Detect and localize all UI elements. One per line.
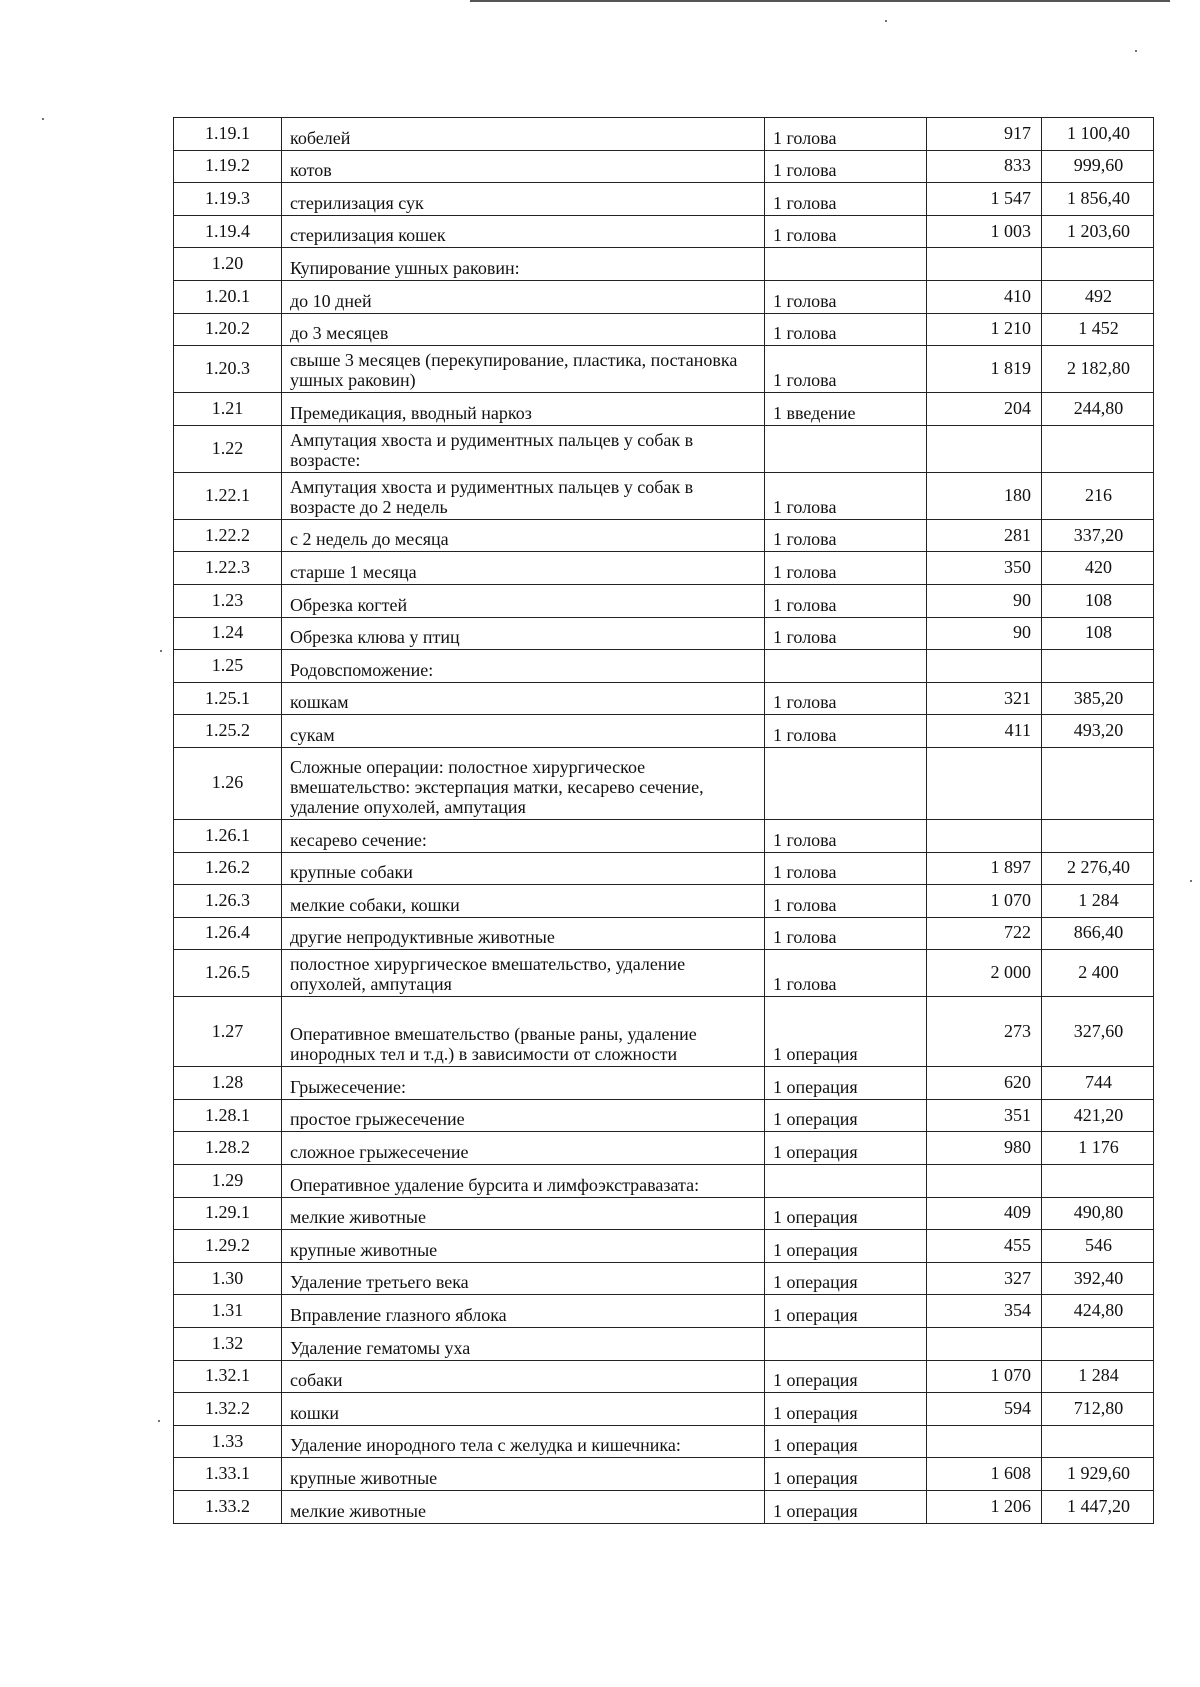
price-with-vat-cell: 1 856,40 — [1042, 183, 1154, 216]
service-name-cell: Удаление инородного тела с желудка и кишечника: — [282, 1425, 765, 1458]
price-cell — [927, 819, 1042, 852]
table-row — [174, 819, 1154, 852]
item-code-cell: 1.28.1 — [174, 1099, 282, 1132]
unit-of-measure-cell: 1 введение — [765, 393, 927, 426]
price-with-vat-cell: 492 — [1042, 280, 1154, 313]
item-code-cell: 1.26.4 — [174, 917, 282, 950]
item-code-cell: 1.22.3 — [174, 552, 282, 585]
table-row — [174, 1393, 1154, 1426]
price-cell: 273 — [927, 997, 1042, 1067]
item-code-cell: 1.28 — [174, 1067, 282, 1100]
table-row — [174, 393, 1154, 426]
item-code-cell: 1.19.2 — [174, 150, 282, 183]
service-name-cell: кобелей — [282, 118, 765, 151]
price-with-vat-cell: 420 — [1042, 552, 1154, 585]
item-code-cell: 1.22 — [174, 425, 282, 472]
table-row — [174, 1360, 1154, 1393]
unit-of-measure-cell — [765, 747, 927, 819]
table-row — [174, 1165, 1154, 1198]
price-with-vat-cell: 1 452 — [1042, 313, 1154, 346]
unit-of-measure-cell: 1 голова — [765, 715, 927, 748]
price-with-vat-cell: 244,80 — [1042, 393, 1154, 426]
item-code-cell: 1.19.4 — [174, 215, 282, 248]
unit-of-measure-cell: 1 операция — [765, 1262, 927, 1295]
price-cell: 620 — [927, 1067, 1042, 1100]
price-with-vat-cell: 216 — [1042, 472, 1154, 519]
price-with-vat-cell: 999,60 — [1042, 150, 1154, 183]
table-row — [174, 1328, 1154, 1361]
price-cell: 180 — [927, 472, 1042, 519]
item-code-cell: 1.30 — [174, 1262, 282, 1295]
price-with-vat-cell: 490,80 — [1042, 1197, 1154, 1230]
price-with-vat-cell: 2 182,80 — [1042, 346, 1154, 393]
price-cell: 90 — [927, 584, 1042, 617]
price-cell: 1 070 — [927, 1360, 1042, 1393]
price-cell: 1 210 — [927, 313, 1042, 346]
table-row — [174, 472, 1154, 519]
price-with-vat-cell: 712,80 — [1042, 1393, 1154, 1426]
item-code-cell: 1.20 — [174, 248, 282, 281]
table-row — [174, 1230, 1154, 1263]
service-name-cell: Премедикация, вводный наркоз — [282, 393, 765, 426]
unit-of-measure-cell: 1 голова — [765, 819, 927, 852]
service-name-cell: простое грыжесечение — [282, 1099, 765, 1132]
service-name-cell: кошкам — [282, 682, 765, 715]
service-name-cell: котов — [282, 150, 765, 183]
item-code-cell: 1.33.1 — [174, 1458, 282, 1491]
item-code-cell: 1.24 — [174, 617, 282, 650]
price-with-vat-cell: 385,20 — [1042, 682, 1154, 715]
unit-of-measure-cell — [765, 650, 927, 683]
service-name-cell: Удаление гематомы уха — [282, 1328, 765, 1361]
scan-speck — [160, 650, 162, 652]
price-cell — [927, 747, 1042, 819]
scan-speck — [885, 20, 887, 22]
service-name-cell: стерилизация сук — [282, 183, 765, 216]
price-with-vat-cell: 1 284 — [1042, 885, 1154, 918]
price-cell: 354 — [927, 1295, 1042, 1328]
unit-of-measure-cell: 1 операция — [765, 1491, 927, 1524]
price-cell: 2 000 — [927, 950, 1042, 997]
service-name-cell: мелкие собаки, кошки — [282, 885, 765, 918]
price-with-vat-cell — [1042, 248, 1154, 281]
unit-of-measure-cell: 1 голова — [765, 617, 927, 650]
service-name-cell: Грыжесечение: — [282, 1067, 765, 1100]
item-code-cell: 1.26.1 — [174, 819, 282, 852]
item-code-cell: 1.19.3 — [174, 183, 282, 216]
service-name-cell: Ампутация хвоста и рудиментных пальцев у собак в возрасте до 2 недель — [282, 472, 765, 519]
table-row — [174, 1099, 1154, 1132]
price-cell: 1 608 — [927, 1458, 1042, 1491]
unit-of-measure-cell: 1 голова — [765, 950, 927, 997]
unit-of-measure-cell: 1 операция — [765, 997, 927, 1067]
price-with-vat-cell: 546 — [1042, 1230, 1154, 1263]
price-cell: 1 206 — [927, 1491, 1042, 1524]
service-name-cell: Родовспоможение: — [282, 650, 765, 683]
table-row — [174, 248, 1154, 281]
unit-of-measure-cell: 1 операция — [765, 1393, 927, 1426]
service-name-cell: свыше 3 месяцев (перекупирование, пластика, постановка ушных раковин) — [282, 346, 765, 393]
price-with-vat-cell: 493,20 — [1042, 715, 1154, 748]
service-name-cell: сложное грыжесечение — [282, 1132, 765, 1165]
table-row — [174, 1132, 1154, 1165]
service-name-cell: до 3 месяцев — [282, 313, 765, 346]
table-row — [174, 917, 1154, 950]
unit-of-measure-cell — [765, 1165, 927, 1198]
unit-of-measure-cell: 1 голова — [765, 852, 927, 885]
unit-of-measure-cell: 1 операция — [765, 1067, 927, 1100]
service-name-cell: Купирование ушных раковин: — [282, 248, 765, 281]
service-name-cell: Оперативное удаление бурсита и лимфоэкстравазата: — [282, 1165, 765, 1198]
price-table — [173, 117, 1154, 1524]
item-code-cell: 1.29.1 — [174, 1197, 282, 1230]
item-code-cell: 1.21 — [174, 393, 282, 426]
table-row — [174, 997, 1154, 1067]
item-code-cell: 1.19.1 — [174, 118, 282, 151]
table-row — [174, 885, 1154, 918]
unit-of-measure-cell: 1 голова — [765, 472, 927, 519]
price-cell — [927, 1165, 1042, 1198]
item-code-cell: 1.20.2 — [174, 313, 282, 346]
price-with-vat-cell — [1042, 650, 1154, 683]
price-cell: 1 003 — [927, 215, 1042, 248]
unit-of-measure-cell: 1 операция — [765, 1132, 927, 1165]
item-code-cell: 1.32.2 — [174, 1393, 282, 1426]
item-code-cell: 1.25.1 — [174, 682, 282, 715]
unit-of-measure-cell: 1 голова — [765, 280, 927, 313]
price-cell: 411 — [927, 715, 1042, 748]
table-row — [174, 682, 1154, 715]
item-code-cell: 1.26.2 — [174, 852, 282, 885]
service-name-cell: Обрезка когтей — [282, 584, 765, 617]
unit-of-measure-cell: 1 операция — [765, 1360, 927, 1393]
table-row — [174, 950, 1154, 997]
service-name-cell: старше 1 месяца — [282, 552, 765, 585]
price-cell: 1 897 — [927, 852, 1042, 885]
unit-of-measure-cell: 1 операция — [765, 1458, 927, 1491]
price-with-vat-cell: 1 203,60 — [1042, 215, 1154, 248]
price-table-body — [174, 118, 1154, 1524]
price-cell — [927, 425, 1042, 472]
scan-speck — [158, 1420, 160, 1422]
item-code-cell: 1.25 — [174, 650, 282, 683]
price-with-vat-cell: 2 276,40 — [1042, 852, 1154, 885]
service-name-cell: собаки — [282, 1360, 765, 1393]
price-with-vat-cell: 1 284 — [1042, 1360, 1154, 1393]
item-code-cell: 1.25.2 — [174, 715, 282, 748]
unit-of-measure-cell: 1 голова — [765, 346, 927, 393]
service-name-cell: Удаление третьего века — [282, 1262, 765, 1295]
unit-of-measure-cell: 1 операция — [765, 1099, 927, 1132]
price-cell: 1 819 — [927, 346, 1042, 393]
item-code-cell: 1.29 — [174, 1165, 282, 1198]
table-row — [174, 617, 1154, 650]
service-name-cell: полостное хирургическое вмешательство, удаление опухолей, ампутация — [282, 950, 765, 997]
table-row — [174, 280, 1154, 313]
service-name-cell: кошки — [282, 1393, 765, 1426]
price-cell: 980 — [927, 1132, 1042, 1165]
unit-of-measure-cell — [765, 1328, 927, 1361]
price-with-vat-cell: 337,20 — [1042, 519, 1154, 552]
price-cell: 350 — [927, 552, 1042, 585]
price-with-vat-cell: 108 — [1042, 584, 1154, 617]
table-row — [174, 1197, 1154, 1230]
service-name-cell: Обрезка клюва у птиц — [282, 617, 765, 650]
unit-of-measure-cell: 1 голова — [765, 183, 927, 216]
unit-of-measure-cell: 1 голова — [765, 313, 927, 346]
item-code-cell: 1.20.3 — [174, 346, 282, 393]
item-code-cell: 1.22.2 — [174, 519, 282, 552]
service-name-cell: крупные животные — [282, 1458, 765, 1491]
price-with-vat-cell — [1042, 747, 1154, 819]
unit-of-measure-cell: 1 операция — [765, 1197, 927, 1230]
unit-of-measure-cell: 1 голова — [765, 584, 927, 617]
table-row — [174, 1491, 1154, 1524]
price-with-vat-cell — [1042, 819, 1154, 852]
unit-of-measure-cell: 1 операция — [765, 1230, 927, 1263]
unit-of-measure-cell — [765, 248, 927, 281]
price-with-vat-cell: 2 400 — [1042, 950, 1154, 997]
price-cell: 455 — [927, 1230, 1042, 1263]
price-cell: 321 — [927, 682, 1042, 715]
scan-speck — [42, 118, 44, 120]
price-with-vat-cell: 866,40 — [1042, 917, 1154, 950]
table-row — [174, 346, 1154, 393]
item-code-cell: 1.28.2 — [174, 1132, 282, 1165]
service-name-cell: другие непродуктивные животные — [282, 917, 765, 950]
service-name-cell: мелкие животные — [282, 1491, 765, 1524]
table-row — [174, 584, 1154, 617]
table-row — [174, 118, 1154, 151]
service-name-cell: с 2 недель до месяца — [282, 519, 765, 552]
price-cell — [927, 1328, 1042, 1361]
unit-of-measure-cell — [765, 425, 927, 472]
price-with-vat-cell — [1042, 1328, 1154, 1361]
service-name-cell: Сложные операции: полостное хирургическое вмешательство: экстерпация матки, кесарево сечение, удаление опухолей, ампутация — [282, 747, 765, 819]
table-row — [174, 1067, 1154, 1100]
price-cell: 1 547 — [927, 183, 1042, 216]
price-cell: 833 — [927, 150, 1042, 183]
price-with-vat-cell: 1 100,40 — [1042, 118, 1154, 151]
scan-speck — [1190, 880, 1192, 882]
item-code-cell: 1.32.1 — [174, 1360, 282, 1393]
item-code-cell: 1.31 — [174, 1295, 282, 1328]
unit-of-measure-cell: 1 операция — [765, 1425, 927, 1458]
service-name-cell: Ампутация хвоста и рудиментных пальцев у собак в возрасте: — [282, 425, 765, 472]
item-code-cell: 1.26.5 — [174, 950, 282, 997]
price-with-vat-cell: 421,20 — [1042, 1099, 1154, 1132]
table-row — [174, 519, 1154, 552]
item-code-cell: 1.20.1 — [174, 280, 282, 313]
price-cell: 281 — [927, 519, 1042, 552]
price-with-vat-cell: 392,40 — [1042, 1262, 1154, 1295]
unit-of-measure-cell: 1 голова — [765, 552, 927, 585]
service-name-cell: крупные собаки — [282, 852, 765, 885]
price-with-vat-cell — [1042, 1165, 1154, 1198]
item-code-cell: 1.22.1 — [174, 472, 282, 519]
service-name-cell: Оперативное вмешательство (рваные раны, удаление инородных тел и т.д.) в зависимости от сложности — [282, 997, 765, 1067]
price-cell: 327 — [927, 1262, 1042, 1295]
price-cell — [927, 248, 1042, 281]
price-cell: 351 — [927, 1099, 1042, 1132]
service-name-cell: кесарево сечение: — [282, 819, 765, 852]
price-cell: 410 — [927, 280, 1042, 313]
price-cell: 409 — [927, 1197, 1042, 1230]
table-row — [174, 852, 1154, 885]
service-name-cell: сукам — [282, 715, 765, 748]
service-name-cell: мелкие животные — [282, 1197, 765, 1230]
item-code-cell: 1.23 — [174, 584, 282, 617]
table-row — [174, 1425, 1154, 1458]
table-row — [174, 1295, 1154, 1328]
price-cell: 722 — [927, 917, 1042, 950]
table-row — [174, 313, 1154, 346]
scan-speck — [1135, 50, 1137, 52]
item-code-cell: 1.27 — [174, 997, 282, 1067]
item-code-cell: 1.26.3 — [174, 885, 282, 918]
price-cell — [927, 1425, 1042, 1458]
price-with-vat-cell — [1042, 425, 1154, 472]
unit-of-measure-cell: 1 голова — [765, 118, 927, 151]
price-cell: 90 — [927, 617, 1042, 650]
item-code-cell: 1.32 — [174, 1328, 282, 1361]
service-name-cell: до 10 дней — [282, 280, 765, 313]
unit-of-measure-cell: 1 голова — [765, 917, 927, 950]
table-row — [174, 183, 1154, 216]
price-with-vat-cell: 1 176 — [1042, 1132, 1154, 1165]
price-cell: 1 070 — [927, 885, 1042, 918]
price-cell: 204 — [927, 393, 1042, 426]
table-row — [174, 1458, 1154, 1491]
table-row — [174, 552, 1154, 585]
service-name-cell: крупные животные — [282, 1230, 765, 1263]
table-row — [174, 650, 1154, 683]
unit-of-measure-cell: 1 голова — [765, 519, 927, 552]
item-code-cell: 1.33 — [174, 1425, 282, 1458]
unit-of-measure-cell: 1 операция — [765, 1295, 927, 1328]
table-row — [174, 747, 1154, 819]
price-with-vat-cell: 744 — [1042, 1067, 1154, 1100]
price-with-vat-cell: 424,80 — [1042, 1295, 1154, 1328]
price-with-vat-cell — [1042, 1425, 1154, 1458]
table-row — [174, 215, 1154, 248]
unit-of-measure-cell: 1 голова — [765, 215, 927, 248]
table-row — [174, 150, 1154, 183]
scan-edge-line — [470, 0, 1170, 2]
price-with-vat-cell: 1 929,60 — [1042, 1458, 1154, 1491]
price-cell: 594 — [927, 1393, 1042, 1426]
price-with-vat-cell: 108 — [1042, 617, 1154, 650]
unit-of-measure-cell: 1 голова — [765, 150, 927, 183]
table-row — [174, 1262, 1154, 1295]
table-row — [174, 425, 1154, 472]
price-with-vat-cell: 1 447,20 — [1042, 1491, 1154, 1524]
unit-of-measure-cell: 1 голова — [765, 682, 927, 715]
price-with-vat-cell: 327,60 — [1042, 997, 1154, 1067]
price-cell — [927, 650, 1042, 683]
price-cell: 917 — [927, 118, 1042, 151]
table-row — [174, 715, 1154, 748]
service-name-cell: Вправление глазного яблока — [282, 1295, 765, 1328]
unit-of-measure-cell: 1 голова — [765, 885, 927, 918]
item-code-cell: 1.33.2 — [174, 1491, 282, 1524]
service-name-cell: стерилизация кошек — [282, 215, 765, 248]
item-code-cell: 1.29.2 — [174, 1230, 282, 1263]
item-code-cell: 1.26 — [174, 747, 282, 819]
